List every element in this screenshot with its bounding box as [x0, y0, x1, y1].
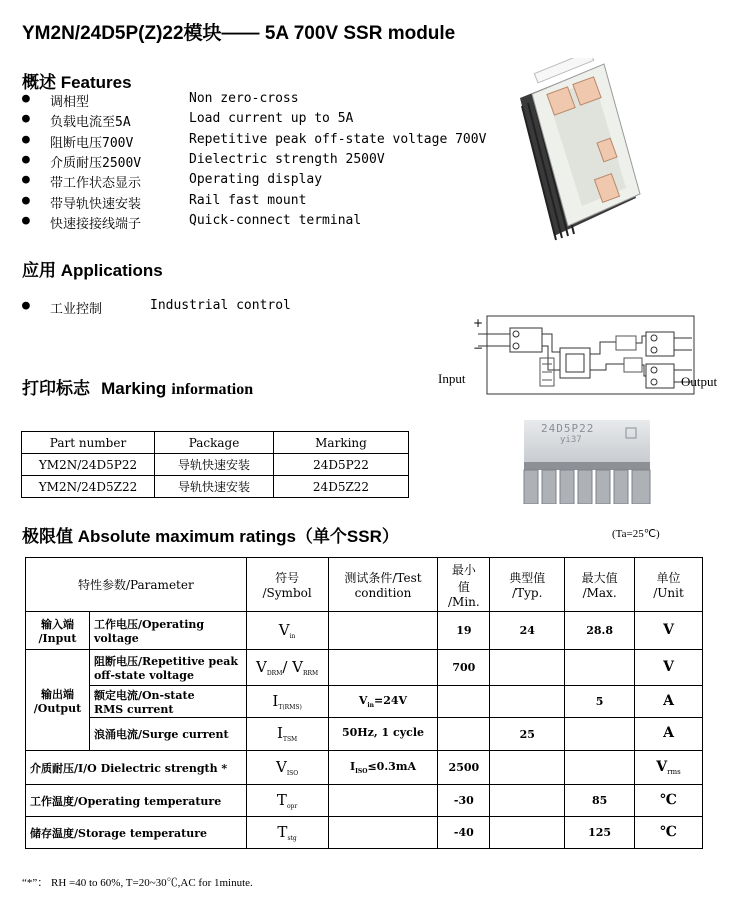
ratings-heading: 极限值 Absolute maximum ratings（单个SSR） — [22, 527, 399, 546]
symbol-sub: in — [289, 633, 296, 641]
symbol-main-2: / V — [282, 657, 303, 676]
feature-cn: 负载电流至5A — [50, 115, 131, 131]
symbol-sub: DRM — [266, 670, 283, 678]
max-cell: 5 — [565, 686, 635, 718]
symbol-main: T — [276, 790, 287, 809]
feature-en: Operating display — [189, 172, 323, 188]
marking-cell: 导轨快速安装 — [155, 476, 274, 498]
input-minus: − — [473, 341, 484, 355]
header-unit: 单位 /Unit — [635, 558, 703, 612]
test-cell — [328, 686, 438, 718]
header-min: 最小 值 /Min. — [438, 558, 490, 612]
unit-main: ℃ — [660, 791, 677, 808]
max-cell: 125 — [565, 817, 635, 849]
unit-main: V — [663, 621, 674, 638]
symbol-main: V — [256, 657, 267, 676]
param-cell: 阻断电压/Repetitive peak off-state voltage — [89, 650, 246, 686]
feature-en: Dielectric strength 2500V — [189, 151, 385, 167]
symbol-cell — [246, 718, 328, 751]
group-input: 输入端 /Input — [26, 612, 90, 650]
typ-cell — [490, 650, 565, 686]
unit-main: V — [663, 658, 674, 675]
unit-cell — [635, 751, 703, 785]
marking-header-package: Package — [155, 432, 274, 454]
unit-cell — [635, 686, 703, 718]
typ-cell: 24 — [490, 612, 565, 650]
param-cell: 工作电压/Operating voltage — [89, 612, 246, 650]
header-symbol: 符号 /Symbol — [246, 558, 328, 612]
param-cell: 储存温度/Storage temperature — [26, 817, 247, 849]
test-cell — [328, 751, 438, 785]
max-cell — [565, 718, 635, 751]
feature-cn: 带工作状态显示 — [50, 176, 142, 192]
table-row — [26, 718, 703, 751]
test-main: V — [358, 693, 368, 707]
test-cell — [328, 718, 438, 751]
unit-cell — [635, 612, 703, 650]
table-row — [26, 686, 703, 718]
bullet-icon: ● — [22, 212, 30, 228]
unit-cell — [635, 817, 703, 849]
table-row — [26, 751, 703, 785]
marking-heading-en2: information — [171, 381, 254, 398]
table-row — [22, 454, 409, 476]
input-label: Input — [438, 371, 466, 386]
symbol-sub: TSM — [282, 736, 298, 744]
module-photo — [508, 58, 643, 253]
unit-main: V — [656, 758, 668, 775]
table-row — [22, 476, 409, 498]
typ-cell — [490, 817, 565, 849]
marking-header-row — [22, 432, 409, 454]
output-label: Output — [681, 374, 718, 389]
table-row — [26, 785, 703, 817]
symbol-cell — [246, 785, 328, 817]
typ-cell — [490, 686, 565, 718]
marking-heading-en: Marking — [101, 379, 167, 398]
marking-header-part: Part number — [22, 432, 155, 454]
test-cell — [328, 650, 438, 686]
bullet-icon: ● — [22, 131, 30, 147]
unit-cell — [635, 650, 703, 686]
symbol-cell — [246, 650, 328, 686]
features-heading: 概述 Features — [22, 73, 132, 92]
typ-cell — [490, 751, 565, 785]
symbol-main: I — [272, 691, 279, 710]
param-cell: 工作温度/Operating temperature — [26, 785, 247, 817]
header-max: 最大值 /Max. — [565, 558, 635, 612]
marking-heading-cn: 打印标志 — [22, 379, 90, 398]
table-row — [26, 650, 703, 686]
symbol-main: T — [277, 822, 288, 841]
bullet-icon: ● — [22, 172, 30, 188]
header-typ: 典型值 /Typ. — [490, 558, 565, 612]
marking-table — [21, 431, 409, 498]
marking-photo-text: 24D5P22 — [541, 422, 595, 435]
applications-heading: 应用 Applications — [22, 261, 163, 280]
max-cell: 85 — [565, 785, 635, 817]
marking-cell: 24D5Z22 — [274, 476, 409, 498]
test-sub: in — [367, 702, 375, 710]
min-cell: -30 — [438, 785, 490, 817]
symbol-sub: opr — [286, 803, 298, 811]
feature-en: Repetitive peak off-state voltage 700V — [189, 131, 487, 147]
ratings-condition: (Ta=25℃) — [612, 528, 660, 540]
header-param: 特性参数/Parameter — [26, 558, 247, 612]
symbol-main: V — [278, 620, 290, 639]
test-cell — [328, 817, 438, 849]
feature-en: Quick-connect terminal — [189, 212, 362, 228]
group-output: 输出端 /Output — [26, 650, 90, 751]
table-row — [26, 612, 703, 650]
bullet-icon: ● — [22, 192, 30, 208]
symbol-sub: stg — [287, 835, 297, 843]
header-test: 测试条件/Test condition — [328, 558, 438, 612]
bullet-icon: ● — [22, 151, 30, 167]
symbol-sub: T(RMS) — [278, 704, 302, 712]
unit-main: A — [663, 692, 674, 709]
feature-en: Non zero-cross — [189, 91, 299, 106]
footnote: “*”： RH =40 to 60%, T=20~30℃,AC for 1minute. — [22, 877, 253, 889]
ratings-table — [25, 557, 703, 849]
min-cell — [438, 686, 490, 718]
feature-cn: 介质耐压2500V — [50, 155, 142, 171]
symbol-cell — [246, 686, 328, 718]
param-cell: 额定电流/On-state RMS current — [89, 686, 246, 718]
typ-cell — [490, 785, 565, 817]
test-cell — [328, 785, 438, 817]
feature-en: Rail fast mount — [189, 192, 307, 208]
marking-cell: 导轨快速安装 — [155, 454, 274, 476]
ratings-header-row — [26, 558, 703, 612]
symbol-main: V — [275, 757, 287, 776]
unit-sub: rms — [667, 768, 681, 777]
table-row — [26, 817, 703, 849]
feature-cn: 调相型 — [50, 95, 90, 110]
ratings-body — [26, 612, 703, 849]
min-cell: 700 — [438, 650, 490, 686]
test-main: I — [349, 759, 356, 773]
min-cell: -40 — [438, 817, 490, 849]
test-rest: =24V — [374, 693, 408, 707]
marking-cell: YM2N/24D5P22 — [22, 454, 155, 476]
input-plus: + — [473, 316, 484, 330]
marking-photo — [522, 418, 652, 504]
unit-cell — [635, 718, 703, 751]
marking-cell: YM2N/24D5Z22 — [22, 476, 155, 498]
symbol-cell — [246, 612, 328, 650]
test-main: 50Hz, 1 cycle — [341, 726, 424, 740]
marking-cell: 24D5P22 — [274, 454, 409, 476]
test-sub: ISO — [355, 768, 368, 776]
unit-cell — [635, 785, 703, 817]
bullet-icon: ● — [22, 91, 30, 106]
symbol-main: I — [277, 724, 283, 743]
symbol-cell — [246, 817, 328, 849]
feature-en: Load current up to 5A — [189, 111, 354, 127]
application-cn: 工业控制 — [50, 302, 103, 317]
min-cell: 19 — [438, 612, 490, 650]
param-cell: 浪涌电流/Surge current — [89, 718, 246, 751]
symbol-sub-2: RRM — [303, 670, 319, 678]
param-cell: 介质耐压/I/O Dielectric strength * — [26, 751, 247, 785]
typ-cell: 25 — [490, 718, 565, 751]
min-cell: 2500 — [438, 751, 490, 785]
marking-header-marking: Marking — [274, 432, 409, 454]
min-cell — [438, 718, 490, 751]
marking-heading — [22, 374, 253, 399]
test-rest: ≤0.3mA — [367, 759, 416, 773]
max-cell — [565, 751, 635, 785]
feature-cn: 快速接接线端子 — [50, 216, 142, 232]
symbol-sub: ISO — [286, 770, 299, 778]
application-en: Industrial control — [150, 298, 291, 313]
unit-main: ℃ — [660, 823, 677, 840]
max-cell: 28.8 — [565, 612, 635, 650]
bullet-icon: ● — [22, 111, 30, 127]
bullet-icon: ● — [22, 298, 30, 313]
max-cell — [565, 650, 635, 686]
unit-main: A — [663, 725, 674, 742]
feature-cn: 阻断电压700V — [50, 135, 134, 151]
feature-cn: 带导轨快速安装 — [50, 196, 142, 212]
symbol-cell — [246, 751, 328, 785]
marking-photo-code: yi37 — [560, 435, 582, 445]
page-title: YM2N/24D5P(Z)22模块—— 5A 700V SSR module — [22, 23, 456, 44]
test-cell — [328, 612, 438, 650]
